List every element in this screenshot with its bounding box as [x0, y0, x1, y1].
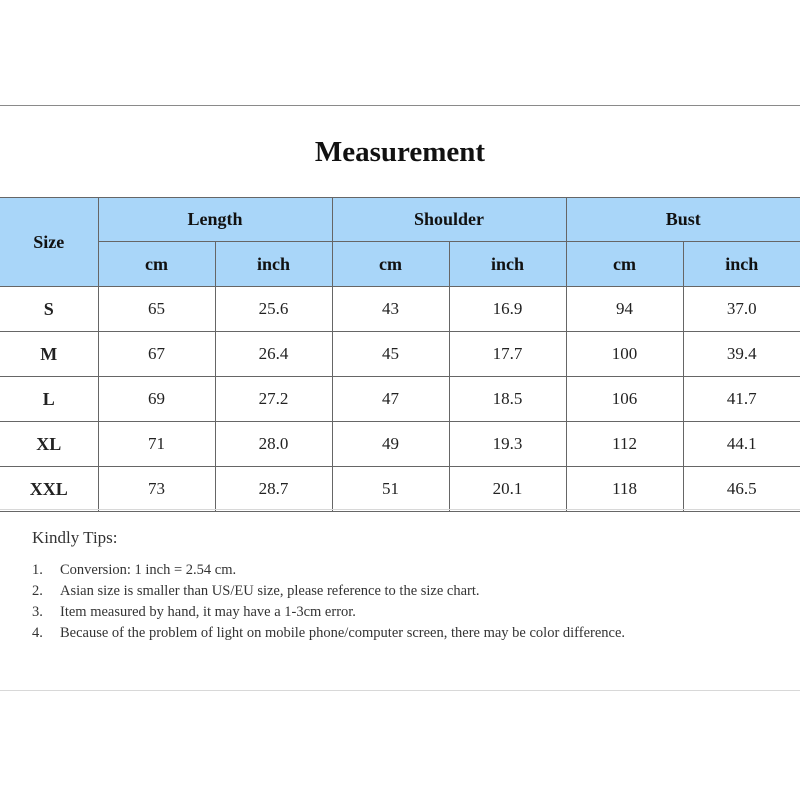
tip-item [32, 602, 732, 623]
tip-item [32, 581, 732, 602]
table-cell: 112 [566, 422, 683, 467]
size-chart-table [0, 197, 800, 512]
table-cell: 18.5 [449, 377, 566, 422]
group-header-length: Length [98, 198, 332, 242]
size-label: M [0, 332, 98, 377]
size-column-header: Size [0, 198, 98, 287]
table-cell: 67 [98, 332, 215, 377]
tips-list [32, 560, 732, 644]
unit-header: cm [98, 242, 215, 287]
tip-number: 3. [32, 604, 43, 620]
tips-section [0, 509, 800, 691]
table-row [0, 377, 800, 422]
table-row [0, 422, 800, 467]
size-label: S [0, 287, 98, 332]
tip-text: Asian size is smaller than US/EU size, please reference to the size chart. [60, 583, 480, 599]
table-cell: 47 [332, 377, 449, 422]
unit-header: cm [566, 242, 683, 287]
unit-header: inch [683, 242, 800, 287]
table-cell: 71 [98, 422, 215, 467]
table-cell: 46.5 [683, 467, 800, 512]
group-header-shoulder: Shoulder [332, 198, 566, 242]
table-cell: 69 [98, 377, 215, 422]
table-row [0, 287, 800, 332]
top-divider [0, 105, 800, 106]
table-cell: 44.1 [683, 422, 800, 467]
table-cell: 20.1 [449, 467, 566, 512]
tips-title: Kindly Tips: [32, 528, 118, 547]
table-cell: 27.2 [215, 377, 332, 422]
page-title: Measurement [314, 136, 486, 168]
table-row [0, 332, 800, 377]
tip-text: Because of the problem of light on mobile phone/computer screen, there may be color difference. [60, 625, 626, 641]
table-cell: 106 [566, 377, 683, 422]
tip-number: 2. [32, 583, 43, 599]
tip-number: 4. [32, 625, 43, 641]
unit-header: inch [215, 242, 332, 287]
table-cell: 19.3 [449, 422, 566, 467]
table-cell: 25.6 [215, 287, 332, 332]
table-cell: 41.7 [683, 377, 800, 422]
table-cell: 28.0 [215, 422, 332, 467]
table-cell: 45 [332, 332, 449, 377]
size-label: XL [0, 422, 98, 467]
tip-number: 1. [32, 562, 43, 578]
group-header-bust: Bust [566, 198, 800, 242]
tip-text: Item measured by hand, it may have a 1-3cm error. [60, 604, 356, 620]
table-cell: 17.7 [449, 332, 566, 377]
header-row-units [0, 242, 800, 287]
tip-item [32, 560, 732, 581]
header-row-groups [0, 198, 800, 242]
table-cell: 94 [566, 287, 683, 332]
table-cell: 16.9 [449, 287, 566, 332]
table-cell: 51 [332, 467, 449, 512]
unit-header: inch [449, 242, 566, 287]
table-cell: 65 [98, 287, 215, 332]
size-rows [0, 287, 800, 512]
unit-header: cm [332, 242, 449, 287]
table-cell: 73 [98, 467, 215, 512]
tip-item [32, 623, 732, 644]
table-cell: 118 [566, 467, 683, 512]
table-cell: 28.7 [215, 467, 332, 512]
table-cell: 49 [332, 422, 449, 467]
table-cell: 37.0 [683, 287, 800, 332]
table-cell: 43 [332, 287, 449, 332]
size-label: L [0, 377, 98, 422]
size-label: XXL [0, 467, 98, 512]
table-cell: 26.4 [215, 332, 332, 377]
table-cell: 100 [566, 332, 683, 377]
table-cell: 39.4 [683, 332, 800, 377]
tip-text: Conversion: 1 inch = 2.54 cm. [60, 562, 237, 578]
table-row [0, 467, 800, 512]
